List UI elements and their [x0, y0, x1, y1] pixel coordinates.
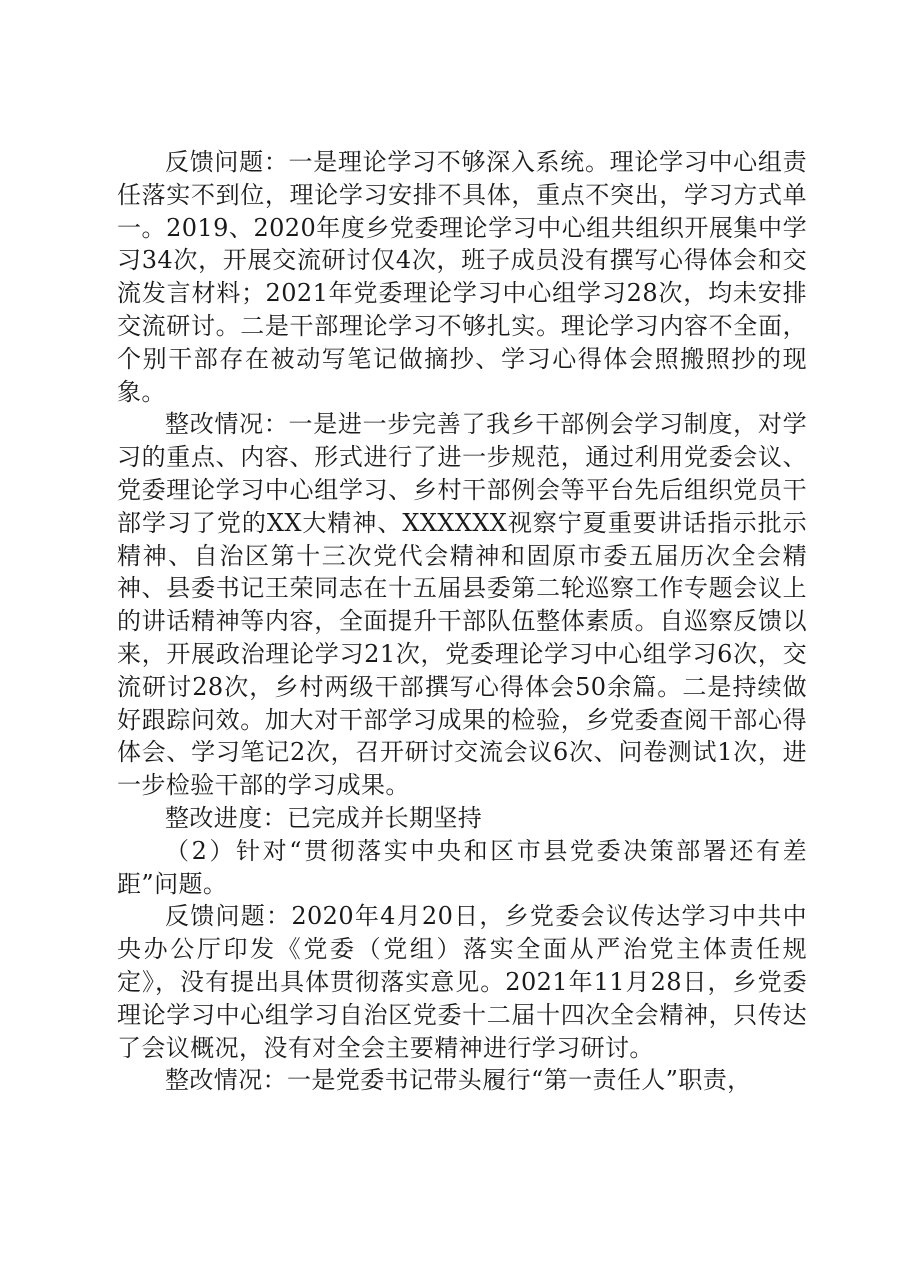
paragraph-rectification-status-2: 整改情况：一是党委书记带头履行“第一责任人”职责， [165, 1066, 752, 1095]
paragraph-feedback-problem-1: 反馈问题：一是理论学习不够深入系统。理论学习中心组责任落实不到位，理论学习安排不具体，重点不突出，学习方式单一。2019、2020年度乡党委理论学习中心组共组织开展集中学习34次，开展交流研讨仅4次，班子成员没有撰写心得体会和交流发言材料；2021年党委理论学习中心组学习28次，均未安排交流研讨。二是干部理论学习不够扎实。理论学习内容不全面，个别干部存在被动写笔记做摘抄、学习心得体会照搬照抄的现象。 [117, 148, 807, 406]
paragraph-rectification-progress-1: 整改进度：已完成并长期坚持 [165, 803, 483, 832]
paragraph-feedback-problem-2: 反馈问题：2020年4月20日，乡党委会议传达学习中共中央办公厅印发《党委（党组）落实全面从严治党主体责任规定》，没有提出具体贯彻落实意见。2021年11月28日，乡党委理论学习中心组学习自治区党委十二届十四次全会精神，只传达了会议概况，没有对全会主要精神进行学习研讨。 [117, 902, 807, 1062]
document-body [117, 146, 807, 1097]
paragraph-issue-heading-2: （2）针对“贯彻落实中央和区市县党委决策部署还有差距”问题。 [117, 836, 807, 898]
paragraph-rectification-status-1: 整改情况：一是进一步完善了我乡干部例会学习制度，对学习的重点、内容、形式进行了进一步规范，通过利用党委会议、党委理论学习中心组学习、乡村干部例会等平台先后组织党员干部学习了党的XX大精神、XXXXXX视察宁夏重要讲话指示批示精神、自治区第十三次党代会精神和固原市委五届历次全会精神、县委书记王荣同志在十五届县委第二轮巡察工作专题会议上的讲话精神等内容，全面提升干部队伍整体素质。自巡察反馈以来，开展政治理论学习21次，党委理论学习中心组学习6次，交流研讨28次，乡村两级干部撰写心得体会50余篇。二是持续做好跟踪问效。加大对干部学习成果的检验，乡党委查阅干部心得体会、学习笔记2次，召开研讨交流会议6次、问卷测试1次，进一步检验干部的学习成果。 [117, 410, 807, 800]
